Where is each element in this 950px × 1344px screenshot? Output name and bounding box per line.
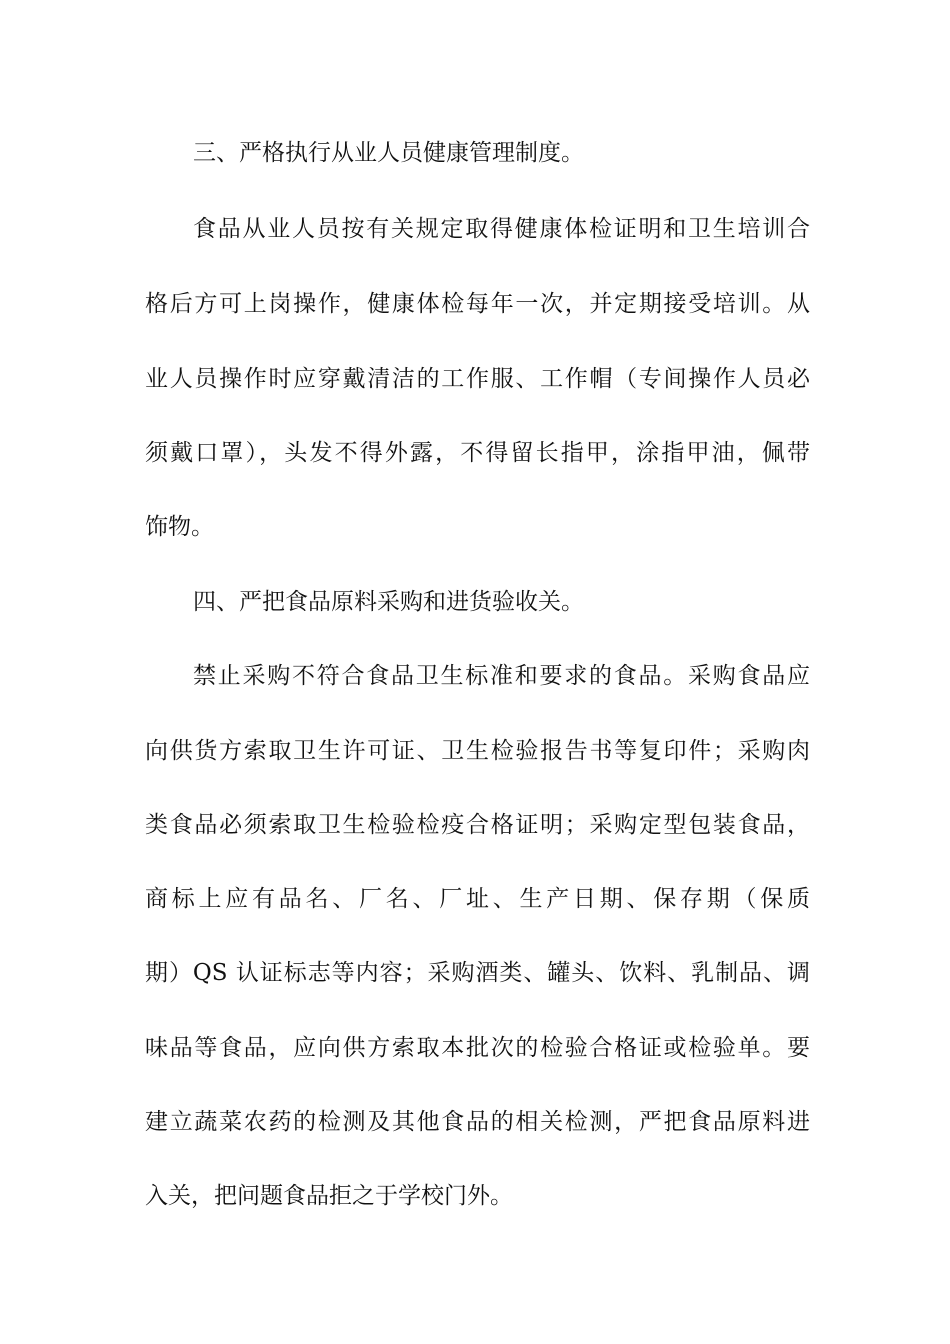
paragraph-line: 向供货方索取卫生许可证、卫生检验报告书等复印件；采购肉 — [145, 738, 810, 764]
paragraph-line: 格后方可上岗操作，健康体检每年一次，并定期接受培训。从 — [145, 291, 810, 317]
paragraph-line: 须戴口罩），头发不得外露，不得留长指甲，涂指甲油，佩带 — [145, 440, 810, 466]
paragraph-line: 建立蔬菜农药的检测及其他食品的相关检测，严把食品原料进 — [145, 1109, 810, 1135]
paragraph-line: 入关，把问题食品拒之于学校门外。 — [145, 1183, 513, 1209]
paragraph-line: 饰物。 — [145, 514, 214, 540]
paragraph-line: 期）QS 认证标志等内容；采购酒类、罐头、饮料、乳制品、调 — [145, 960, 810, 986]
section-heading-4: 四、严把食品原料采购和进货验收关。 — [193, 589, 584, 615]
paragraph-line: 禁止采购不符合食品卫生标准和要求的食品。采购食品应 — [193, 663, 810, 689]
paragraph-line: 类食品必须索取卫生检验检疫合格证明；采购定型包装食品， — [145, 812, 810, 838]
paragraph-line: 食品从业人员按有关规定取得健康体检证明和卫生培训合 — [193, 216, 810, 242]
section-heading-3: 三、严格执行从业人员健康管理制度。 — [193, 140, 584, 166]
paragraph-line: 商标上应有品名、厂名、厂址、生产日期、保存期（保质 — [145, 886, 810, 912]
paragraph-line: 味品等食品，应向供方索取本批次的检验合格证或检验单。要 — [145, 1035, 810, 1061]
paragraph-line: 业人员操作时应穿戴清洁的工作服、工作帽（专间操作人员必 — [145, 366, 810, 392]
